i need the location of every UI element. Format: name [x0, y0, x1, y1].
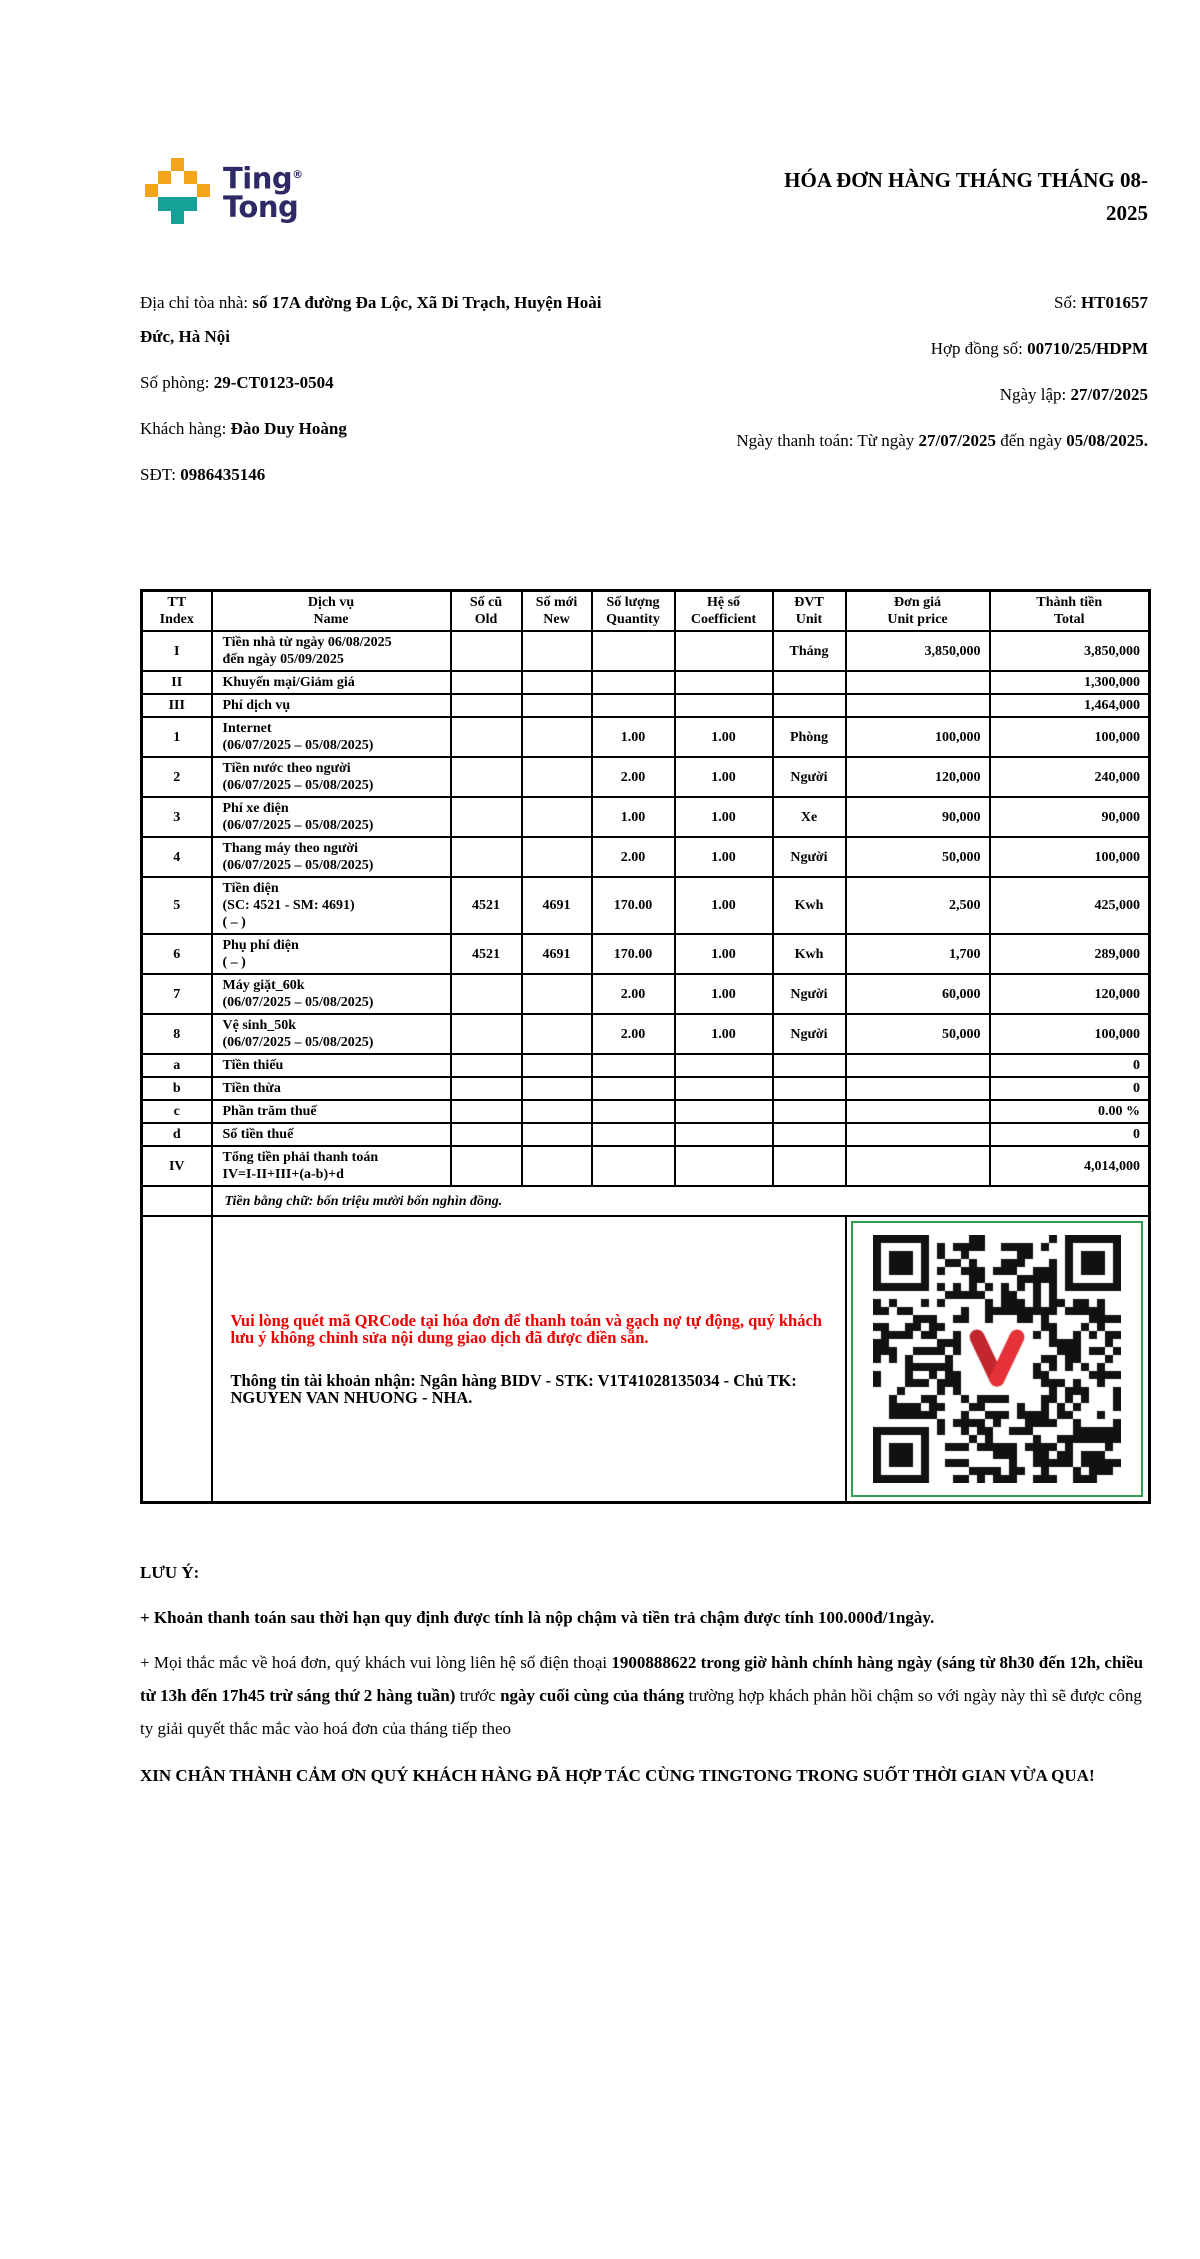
logo-ting: Ting — [223, 161, 293, 196]
cell-coef — [675, 671, 773, 694]
cell-name: Phí xe điện (06/07/2025 – 05/08/2025) — [212, 797, 451, 837]
cell-unit — [773, 671, 846, 694]
cell-name: Thang máy theo người (06/07/2025 – 05/08/2025) — [212, 837, 451, 877]
invoice-meta — [718, 286, 1148, 504]
table-row — [142, 877, 1150, 934]
table-row — [142, 717, 1150, 757]
cell-old: 4521 — [451, 877, 522, 934]
cell-total: 240,000 — [990, 757, 1150, 797]
table-row — [142, 974, 1150, 1014]
late-payment-note — [140, 1601, 1148, 1634]
cell-new — [522, 1100, 592, 1123]
hotline-note — [140, 1646, 1148, 1745]
text-segment: NGUYEN VAN NHUONG - NHA. — [230, 1388, 473, 1407]
qr-code — [851, 1221, 1143, 1497]
text-segment: Số phòng: — [140, 373, 214, 392]
table-row — [142, 757, 1150, 797]
text-segment: Số: — [1054, 293, 1081, 312]
cell-name: Tổng tiền phải thanh toán IV=I-II+III+(a-b)+d — [212, 1146, 451, 1186]
cell-coef — [675, 1077, 773, 1100]
table-body — [142, 631, 1150, 1186]
cell-price: 100,000 — [846, 717, 990, 757]
text-segment: trường hợp khách phản hồi chậm so với ngày này thì sẽ được công ty giải quyết thắc mắc vào hoá đơn của tháng tiếp theo — [140, 1686, 1142, 1738]
cell-qty: 2.00 — [592, 837, 675, 877]
cell-unit — [773, 1100, 846, 1123]
cell-idx: 8 — [142, 1014, 212, 1054]
header — [140, 158, 1148, 230]
column-header: Đơn giá Unit price — [846, 591, 990, 632]
cell-name: Tiền thiếu — [212, 1054, 451, 1077]
cell-unit: Người — [773, 1014, 846, 1054]
cell-old — [451, 1077, 522, 1100]
tingtong-logo-mark-icon — [145, 158, 211, 225]
cell-name: Máy giặt_60k (06/07/2025 – 05/08/2025) — [212, 974, 451, 1014]
text-segment: 05/08/2025. — [1066, 431, 1148, 450]
cell-new — [522, 1123, 592, 1146]
cell-old — [451, 1054, 522, 1077]
cell-qty: 170.00 — [592, 934, 675, 974]
cell-idx: d — [142, 1123, 212, 1146]
cell-old — [451, 694, 522, 717]
cell-total: 90,000 — [990, 797, 1150, 837]
column-header: Số cũ Old — [451, 591, 522, 632]
cell-idx-empty — [142, 1186, 212, 1216]
cell-old — [451, 1100, 522, 1123]
cell-unit — [773, 1123, 846, 1146]
column-header: Hệ số Coefficient — [675, 591, 773, 632]
cell-coef: 1.00 — [675, 717, 773, 757]
cell-coef — [675, 694, 773, 717]
qr-code-canvas — [873, 1235, 1121, 1483]
cell-name: Tiền điện (SC: 4521 - SM: 4691) ( – ) — [212, 877, 451, 934]
table-row — [142, 1100, 1150, 1123]
cell-price: 120,000 — [846, 757, 990, 797]
cell-coef — [675, 1054, 773, 1077]
cell-name: Tiền nhà từ ngày 06/08/2025 đến ngày 05/09/2025 — [212, 631, 451, 671]
cell-qty — [592, 694, 675, 717]
cell-idx-empty — [142, 1216, 212, 1503]
cell-total: 289,000 — [990, 934, 1150, 974]
table-row — [142, 694, 1150, 717]
cell-old — [451, 671, 522, 694]
cell-total: 0 — [990, 1123, 1150, 1146]
charges-table — [140, 589, 1151, 1504]
text-segment: 1900888622 trong giờ hành chính hàng ngày (sáng từ 8h30 đến 12h, chiều từ 13h đến 17h45 trừ sáng thứ 2 hàng tuần) — [140, 1653, 1144, 1705]
room-number — [140, 366, 615, 400]
qr-instruction: Vui lòng quét mã QRCode tại hóa đơn để thanh toán và gạch nợ tự động, quý khách lưu ý không chỉnh sửa nội dung giao dịch đã được điền sẵn. — [230, 1311, 822, 1347]
cell-new — [522, 1146, 592, 1186]
cell-old — [451, 1146, 522, 1186]
cell-new — [522, 717, 592, 757]
cell-old — [451, 717, 522, 757]
cell-idx: 2 — [142, 757, 212, 797]
cell-idx: b — [142, 1077, 212, 1100]
amount-in-words-row — [142, 1186, 1150, 1216]
cell-old — [451, 837, 522, 877]
cell-coef: 1.00 — [675, 797, 773, 837]
invoice-title — [784, 158, 1148, 230]
logo-wordmark — [223, 158, 303, 224]
notes-heading: LƯU Ý: — [140, 1563, 200, 1582]
cell-coef: 1.00 — [675, 877, 773, 934]
cell-unit: Kwh — [773, 934, 846, 974]
cell-idx: II — [142, 671, 212, 694]
cell-old: 4521 — [451, 934, 522, 974]
cell-idx: IV — [142, 1146, 212, 1186]
invoice-number — [718, 286, 1148, 320]
text-segment: Đào Duy Hoàng — [230, 419, 347, 438]
cell-idx: 7 — [142, 974, 212, 1014]
cell-total: 4,014,000 — [990, 1146, 1150, 1186]
cell-name: Phần trăm thuế — [212, 1100, 451, 1123]
cell-total: 100,000 — [990, 1014, 1150, 1054]
cell-idx: 3 — [142, 797, 212, 837]
column-header: TT Index — [142, 591, 212, 632]
text-segment: Ngày lập: — [999, 385, 1071, 404]
cell-price: 1,700 — [846, 934, 990, 974]
cell-old — [451, 974, 522, 1014]
footer-notes — [140, 1556, 1148, 1792]
table-row — [142, 1123, 1150, 1146]
cell-new — [522, 757, 592, 797]
cell-idx: III — [142, 694, 212, 717]
invoice-info — [140, 286, 1148, 504]
cell-price: 50,000 — [846, 1014, 990, 1054]
cell-price — [846, 1077, 990, 1100]
cell-new — [522, 1014, 592, 1054]
header-row — [142, 591, 1150, 632]
table-row — [142, 837, 1150, 877]
cell-qty — [592, 1123, 675, 1146]
text-segment: HT01657 — [1080, 293, 1148, 312]
cell-coef: 1.00 — [675, 934, 773, 974]
logo-pixel — [171, 211, 184, 224]
cell-name: Phí dịch vụ — [212, 694, 451, 717]
cell-unit — [773, 1077, 846, 1100]
cell-qty: 2.00 — [592, 974, 675, 1014]
cell-unit — [773, 1054, 846, 1077]
cell-total: 0 — [990, 1054, 1150, 1077]
cell-price: 90,000 — [846, 797, 990, 837]
cell-unit: Phòng — [773, 717, 846, 757]
cell-unit — [773, 694, 846, 717]
cell-total: 425,000 — [990, 877, 1150, 934]
text-segment: 00710/25/HDPM — [1027, 339, 1148, 358]
text-segment: 29-CT0123-0504 — [213, 373, 334, 392]
cell-qty — [592, 1146, 675, 1186]
cell-price: 3,850,000 — [846, 631, 990, 671]
cell-price — [846, 1054, 990, 1077]
text-segment: 27/07/2025 — [918, 431, 996, 450]
cell-price: 50,000 — [846, 837, 990, 877]
cell-qty: 1.00 — [592, 797, 675, 837]
qr-code-cell — [846, 1216, 1150, 1503]
cell-idx: I — [142, 631, 212, 671]
text-segment: SĐT: — [140, 465, 181, 484]
cell-coef — [675, 1146, 773, 1186]
cell-qty — [592, 1054, 675, 1077]
cell-price — [846, 1100, 990, 1123]
cell-new — [522, 694, 592, 717]
text-segment: Địa chỉ tòa nhà: — [140, 293, 253, 312]
cell-new — [522, 671, 592, 694]
logo-pixel — [158, 197, 197, 211]
text-segment: V1T41028135034 — [597, 1371, 720, 1390]
cell-coef: 1.00 — [675, 837, 773, 877]
cell-coef — [675, 1123, 773, 1146]
cell-unit — [773, 1146, 846, 1186]
table-row — [142, 797, 1150, 837]
cell-qty: 2.00 — [592, 757, 675, 797]
invoice-title-line2: 2025 — [1106, 201, 1148, 225]
tingtong-logo — [145, 158, 303, 225]
cell-price: 60,000 — [846, 974, 990, 1014]
cell-unit: Xe — [773, 797, 846, 837]
text-segment: + Khoản thanh toán sau thời hạn quy định được tính là nộp chậm và tiền trả chậm được tính 100.000đ/1ngày. — [140, 1608, 935, 1627]
invoice-title-line1: HÓA ĐƠN HÀNG THÁNG THÁNG 08- — [784, 168, 1148, 192]
cell-price: 2,500 — [846, 877, 990, 934]
text-segment: 27/07/2025 — [1070, 385, 1148, 404]
text-segment: bốn triệu mười bốn nghìn đồng. — [316, 1193, 503, 1209]
cell-qty — [592, 1100, 675, 1123]
cell-unit: Tháng — [773, 631, 846, 671]
phone-number — [140, 458, 615, 492]
amount-in-words — [212, 1186, 1150, 1216]
table-header — [142, 591, 1150, 632]
cell-new — [522, 797, 592, 837]
column-header: Thành tiền Total — [990, 591, 1150, 632]
registered-mark-icon: ® — [292, 168, 303, 181]
cell-old — [451, 1123, 522, 1146]
cell-total: 0 — [990, 1077, 1150, 1100]
cell-total: 3,850,000 — [990, 631, 1150, 671]
payment-instructions-cell — [212, 1216, 846, 1503]
customer-name — [140, 412, 615, 446]
column-header: ĐVT Unit — [773, 591, 846, 632]
thank-you-note: XIN CHÂN THÀNH CẢM ƠN QUÝ KHÁCH HÀNG ĐÃ HỢP TÁC CÙNG TINGTONG TRONG SUỐT THỜI GIAN VỪA QUA! — [140, 1766, 1095, 1785]
logo-pixel — [197, 184, 210, 197]
logo-pixel — [158, 171, 171, 184]
table-row — [142, 1014, 1150, 1054]
logo-tong: Tong — [223, 189, 299, 224]
cell-idx: a — [142, 1054, 212, 1077]
cell-qty — [592, 671, 675, 694]
cell-qty: 170.00 — [592, 877, 675, 934]
cell-new: 4691 — [522, 877, 592, 934]
cell-name: Internet (06/07/2025 – 05/08/2025) — [212, 717, 451, 757]
text-segment: số 17A đường Đa Lộc, Xã Di Trạch, Huyện Hoài Đức, Hà Nội — [140, 293, 602, 346]
logo-pixel — [145, 184, 158, 197]
cell-qty — [592, 1077, 675, 1100]
cell-qty — [592, 631, 675, 671]
cell-unit: Người — [773, 974, 846, 1014]
cell-total: 0.00 % — [990, 1100, 1150, 1123]
building-address — [140, 286, 615, 354]
cell-name: Phụ phí điện ( – ) — [212, 934, 451, 974]
cell-new — [522, 1077, 592, 1100]
contract-number — [718, 332, 1148, 366]
text-segment: Ngày thanh toán: Từ ngày — [736, 431, 919, 450]
cell-total: 120,000 — [990, 974, 1150, 1014]
table-row — [142, 1054, 1150, 1077]
cell-coef — [675, 1100, 773, 1123]
text-segment: đến ngày — [995, 431, 1067, 450]
text-segment: Hợp đồng số: — [930, 339, 1028, 358]
cell-name: Tiền nước theo người (06/07/2025 – 05/08/2025) — [212, 757, 451, 797]
cell-new — [522, 837, 592, 877]
text-segment: Thông tin tài khoản nhận: Ngân hàng BIDV - STK: — [230, 1371, 598, 1390]
cell-total: 1,464,000 — [990, 694, 1150, 717]
cell-name: Số tiền thuế — [212, 1123, 451, 1146]
cell-old — [451, 757, 522, 797]
cell-old — [451, 631, 522, 671]
table-row — [142, 1146, 1150, 1186]
column-header: Số mới New — [522, 591, 592, 632]
cell-name: Vệ sinh_50k (06/07/2025 – 05/08/2025) — [212, 1014, 451, 1054]
text-segment: Tiền bằng chữ: — [224, 1193, 317, 1209]
cell-unit: Người — [773, 757, 846, 797]
table-row — [142, 934, 1150, 974]
table-row — [142, 671, 1150, 694]
table-footer-rows — [142, 1186, 1150, 1503]
issue-date — [718, 378, 1148, 412]
cell-coef: 1.00 — [675, 1014, 773, 1054]
building-info — [140, 286, 615, 504]
cell-coef — [675, 631, 773, 671]
column-header: Số lượng Quantity — [592, 591, 675, 632]
cell-price — [846, 1146, 990, 1186]
column-header: Dịch vụ Name — [212, 591, 451, 632]
cell-total: 100,000 — [990, 837, 1150, 877]
cell-price — [846, 671, 990, 694]
cell-coef: 1.00 — [675, 974, 773, 1014]
cell-new: 4691 — [522, 934, 592, 974]
table-row — [142, 631, 1150, 671]
text-segment: ngày cuối cùng của tháng — [500, 1686, 685, 1705]
cell-old — [451, 797, 522, 837]
cell-idx: 4 — [142, 837, 212, 877]
cell-idx: c — [142, 1100, 212, 1123]
cell-new — [522, 974, 592, 1014]
cell-new — [522, 1054, 592, 1077]
cell-name: Khuyến mại/Giảm giá — [212, 671, 451, 694]
cell-idx: 5 — [142, 877, 212, 934]
text-segment: + Mọi thắc mắc về hoá đơn, quý khách vui lòng liên hệ số điện thoại — [140, 1653, 612, 1672]
cell-unit: Kwh — [773, 877, 846, 934]
payment-period — [718, 424, 1148, 458]
cell-name: Tiền thừa — [212, 1077, 451, 1100]
cell-coef: 1.00 — [675, 757, 773, 797]
table-row — [142, 1077, 1150, 1100]
cell-old — [451, 1014, 522, 1054]
cell-new — [522, 631, 592, 671]
cell-total: 100,000 — [990, 717, 1150, 757]
cell-qty: 2.00 — [592, 1014, 675, 1054]
text-segment: Khách hàng: — [140, 419, 231, 438]
cell-qty: 1.00 — [592, 717, 675, 757]
cell-unit: Người — [773, 837, 846, 877]
cell-price — [846, 694, 990, 717]
qr-row — [142, 1216, 1150, 1503]
text-segment: 0986435146 — [180, 465, 266, 484]
text-segment: - Chủ TK: — [719, 1371, 797, 1390]
logo-pixel — [184, 171, 197, 184]
account-info — [231, 1372, 831, 1406]
cell-total: 1,300,000 — [990, 671, 1150, 694]
text-segment: trước — [455, 1686, 501, 1705]
logo-pixel — [171, 158, 184, 171]
cell-price — [846, 1123, 990, 1146]
cell-idx: 6 — [142, 934, 212, 974]
cell-idx: 1 — [142, 717, 212, 757]
